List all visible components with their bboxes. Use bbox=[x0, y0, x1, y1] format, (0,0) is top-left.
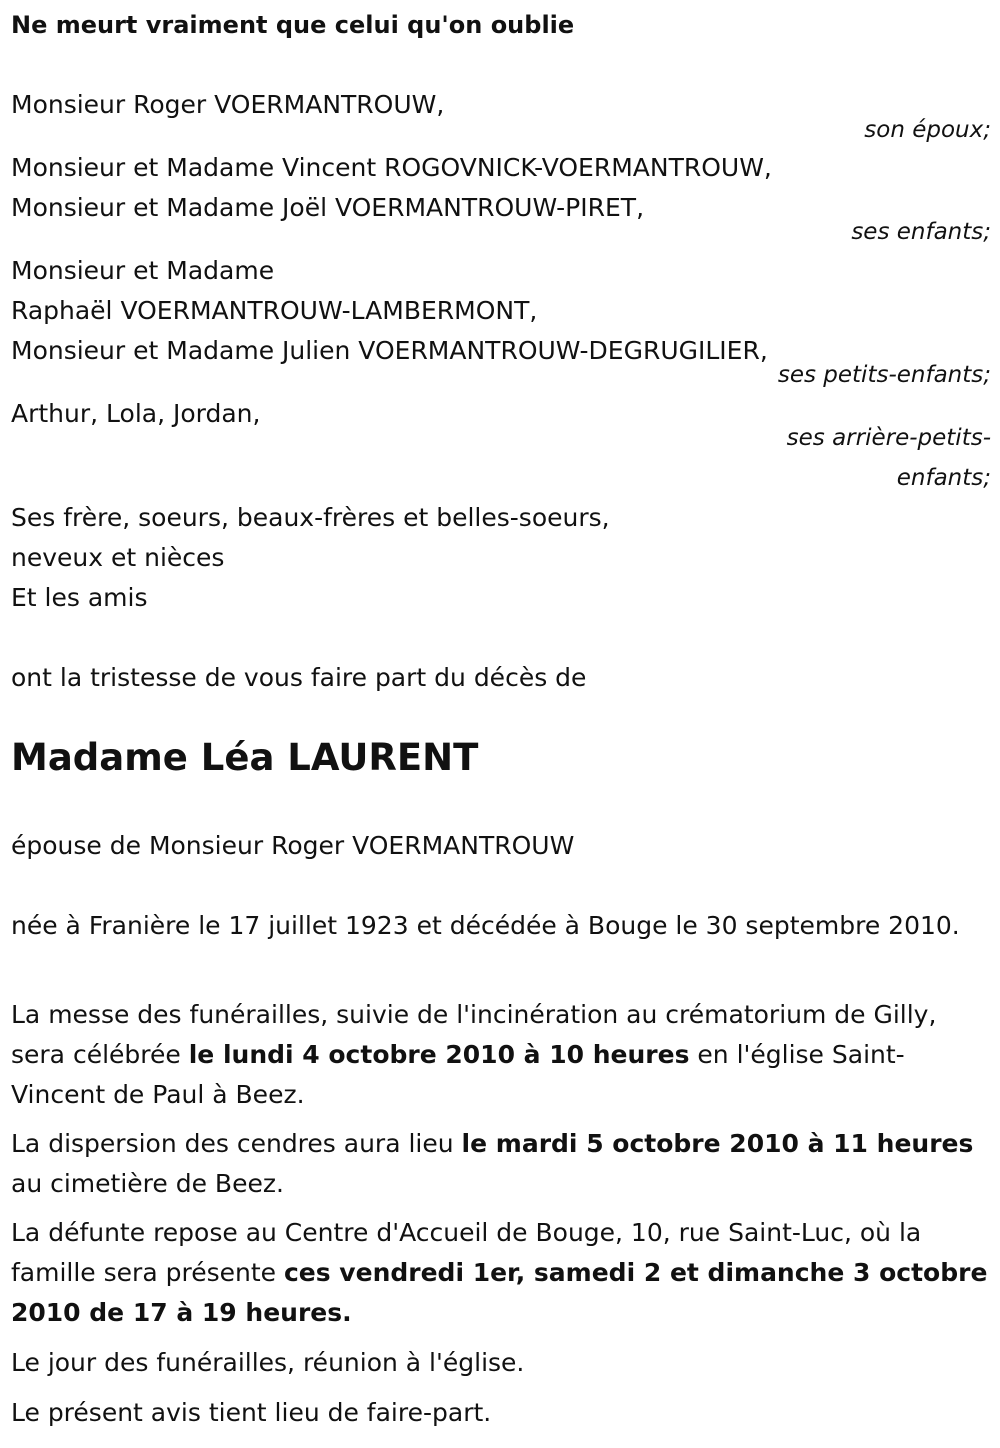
relatives-line: Et les amis bbox=[11, 583, 148, 612]
dispersion-text: La dispersion des cendres aura lieu bbox=[11, 1129, 462, 1158]
announcement: ont la tristesse de vous faire part du décès de bbox=[11, 663, 587, 692]
birth-death-dates: née à Franière le 17 juillet 1923 et décédée à Bouge le 30 septembre 2010. bbox=[11, 911, 960, 940]
meeting-note: Le jour des funérailles, réunion à l'église. bbox=[11, 1348, 525, 1377]
spouse-of: épouse de Monsieur Roger VOERMANTROUW bbox=[11, 831, 575, 860]
grandchild-name: Monsieur et Madame bbox=[11, 256, 275, 285]
children-role: ses enfants; bbox=[851, 219, 991, 245]
motto: Ne meurt vraiment que celui qu'on oublie bbox=[11, 11, 575, 39]
grandchildren-role: ses petits-enfants; bbox=[777, 362, 991, 388]
grandchild-name: Raphaël VOERMANTROUW-LAMBERMONT, bbox=[11, 296, 538, 325]
dispersion-location: au cimetière de Beez. bbox=[11, 1169, 284, 1198]
child-name: Monsieur et Madame Joël VOERMANTROUW-PIRET, bbox=[11, 193, 645, 222]
relatives-line: neveux et nièces bbox=[11, 543, 225, 572]
child-name: Monsieur et Madame Vincent ROGOVNICK-VOERMANTROUW, bbox=[11, 153, 772, 182]
great-grandchildren-role: ses arrière-petits- bbox=[786, 425, 991, 451]
funeral-date: le lundi 4 octobre 2010 à 10 heures bbox=[188, 1040, 690, 1069]
dispersion-date: le mardi 5 octobre 2010 à 11 heures bbox=[461, 1129, 974, 1158]
funeral-location: en l'église Saint-Vincent de Paul à Beez. bbox=[11, 1040, 905, 1109]
relatives-line: Ses frère, soeurs, beaux-frères et belles-soeurs, bbox=[11, 503, 610, 532]
spouse-role: son époux; bbox=[864, 117, 991, 143]
grandchild-name: Monsieur et Madame Julien VOERMANTROUW-DEGRUGILIER, bbox=[11, 336, 768, 365]
great-grandchildren-role: enfants; bbox=[896, 465, 991, 491]
funeral-text: La messe des funérailles, suivie de l'incinération au crématorium de Gilly, sera célébrée bbox=[11, 1000, 937, 1069]
notice-note: Le présent avis tient lieu de faire-part. bbox=[11, 1398, 492, 1427]
visitation-dates: ces vendredi 1er, samedi 2 et dimanche 3 octobre 2010 de 17 à 19 heures. bbox=[11, 1258, 988, 1327]
visitation-paragraph bbox=[11, 1213, 991, 1333]
spouse-name: Monsieur Roger VOERMANTROUW, bbox=[11, 90, 445, 119]
dispersion-paragraph bbox=[11, 1124, 991, 1204]
great-grandchildren-names: Arthur, Lola, Jordan, bbox=[11, 399, 261, 428]
visitation-text: La défunte repose au Centre d'Accueil de Bouge, 10, rue Saint-Luc, où la famille sera présente bbox=[11, 1218, 922, 1287]
funeral-paragraph bbox=[11, 995, 991, 1115]
deceased-name: Madame Léa LAURENT bbox=[11, 736, 479, 779]
